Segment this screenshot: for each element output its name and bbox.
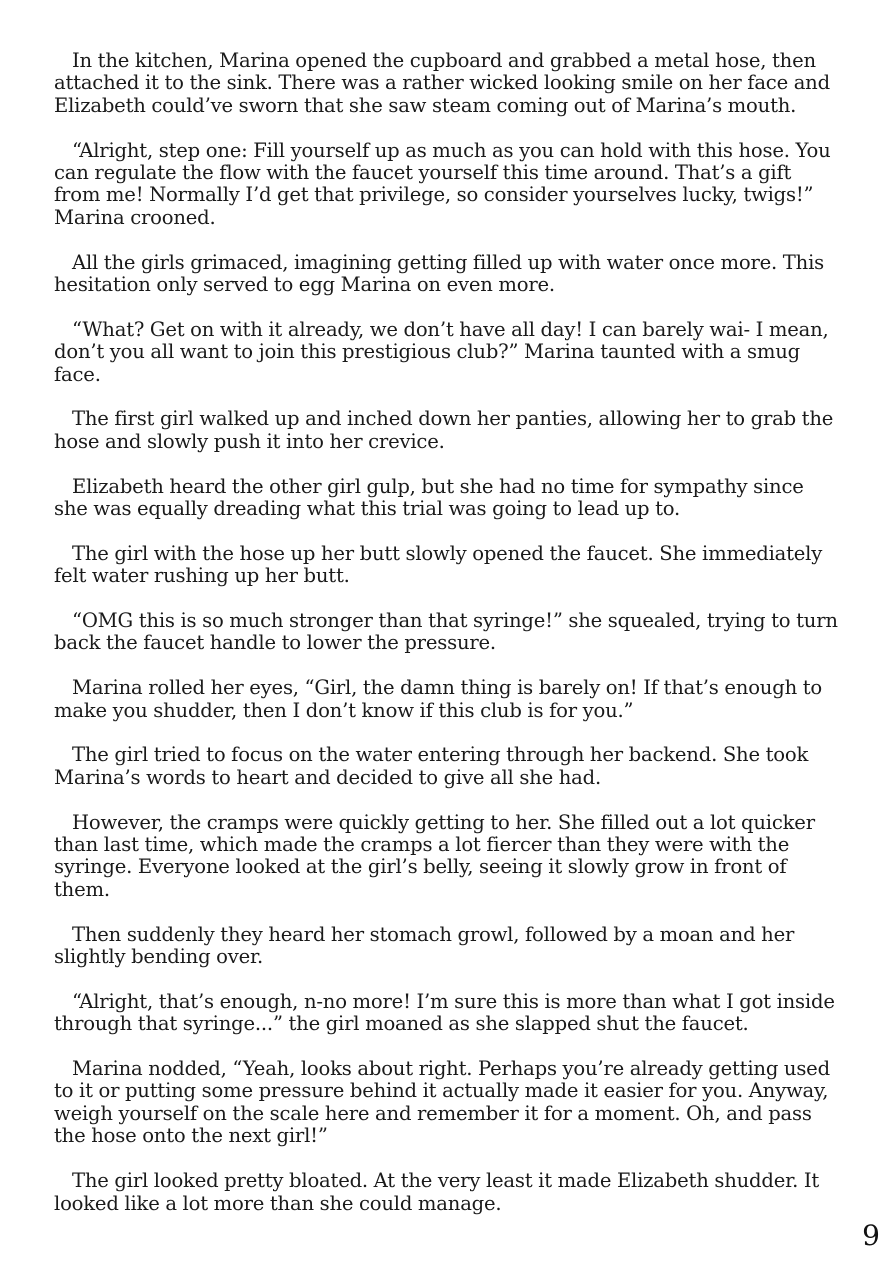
paragraph: All the girls grimaced, imagining getting filled up with water once more. This hesitation only served to egg Marina on even more. <box>54 250 825 297</box>
paragraph: In the kitchen, Marina opened the cupboard and grabbed a metal hose, then attached it to the sink. There was a rather wicked looking smile on her face and Elizabeth could’ve sworn that she saw steam coming out of Marina’s mouth. <box>54 49 830 117</box>
page-number: 9 <box>862 1219 880 1252</box>
paragraph: The girl tried to focus on the water entering through her backend. She took Marina’s words to heart and decided to give all she had. <box>54 743 809 789</box>
paragraph: Then suddenly they heard her stomach growl, followed by a moan and her slightly bending over. <box>54 922 795 969</box>
paragraph: The girl looked pretty bloated. At the very least it made Elizabeth shudder. It looked like a lot more than she could manage. <box>54 1169 820 1215</box>
paragraph: “OMG this is so much stronger than that syringe!” she squealed, trying to turn back the faucet handle to lower the pressure. <box>54 609 838 655</box>
paragraph: “Alright, that’s enough, n-no more! I’m sure this is more than what I got inside through that syringe...” the girl moaned as she slapped shut the faucet. <box>54 989 835 1036</box>
paragraph: “What? Get on with it already, we don’t have all day! I can barely wai- I mean, don’t you all want to join this prestigious club?” Marina taunted with a smug face. <box>54 317 829 386</box>
paragraph: Marina rolled her eyes, “Girl, the damn thing is barely on! If that’s enough to make you shudder, then I don’t know if this club is for you.” <box>54 676 822 722</box>
paragraph: However, the cramps were quickly getting to her. She filled out a lot quicker than last time, which made the cramps a lot fiercer than they were with the syringe. Everyone looked at the girl’s belly, seeing it slowly grow in front of them. <box>54 810 815 901</box>
paragraph: Elizabeth heard the other girl gulp, but she had no time for sympathy since she was equally dreading what this trial was going to lead up to. <box>54 474 804 521</box>
paragraph: The girl with the hose up her butt slowly opened the faucet. She immediately felt water rushing up her butt. <box>54 541 823 588</box>
page-body <box>54 50 838 1237</box>
paragraph: The first girl walked up and inched down her panties, allowing her to grab the hose and slowly push it into her crevice. <box>54 407 834 453</box>
paragraph: Marina nodded, “Yeah, looks about right. Perhaps you’re already getting used to it or putting some pressure behind it actually made it easier for you. Anyway, weigh yourself on the scale here and remember it for a moment. Oh, and pass the hose onto the next girl!” <box>54 1057 830 1148</box>
paragraph: “Alright, step one: Fill yourself up as much as you can hold with this hose. You can regulate the flow with the faucet yourself this time around. That’s a gift from me! Normally I’d get that privilege, so consider yourselves lucky, twigs!” Marina crooned. <box>54 138 831 229</box>
